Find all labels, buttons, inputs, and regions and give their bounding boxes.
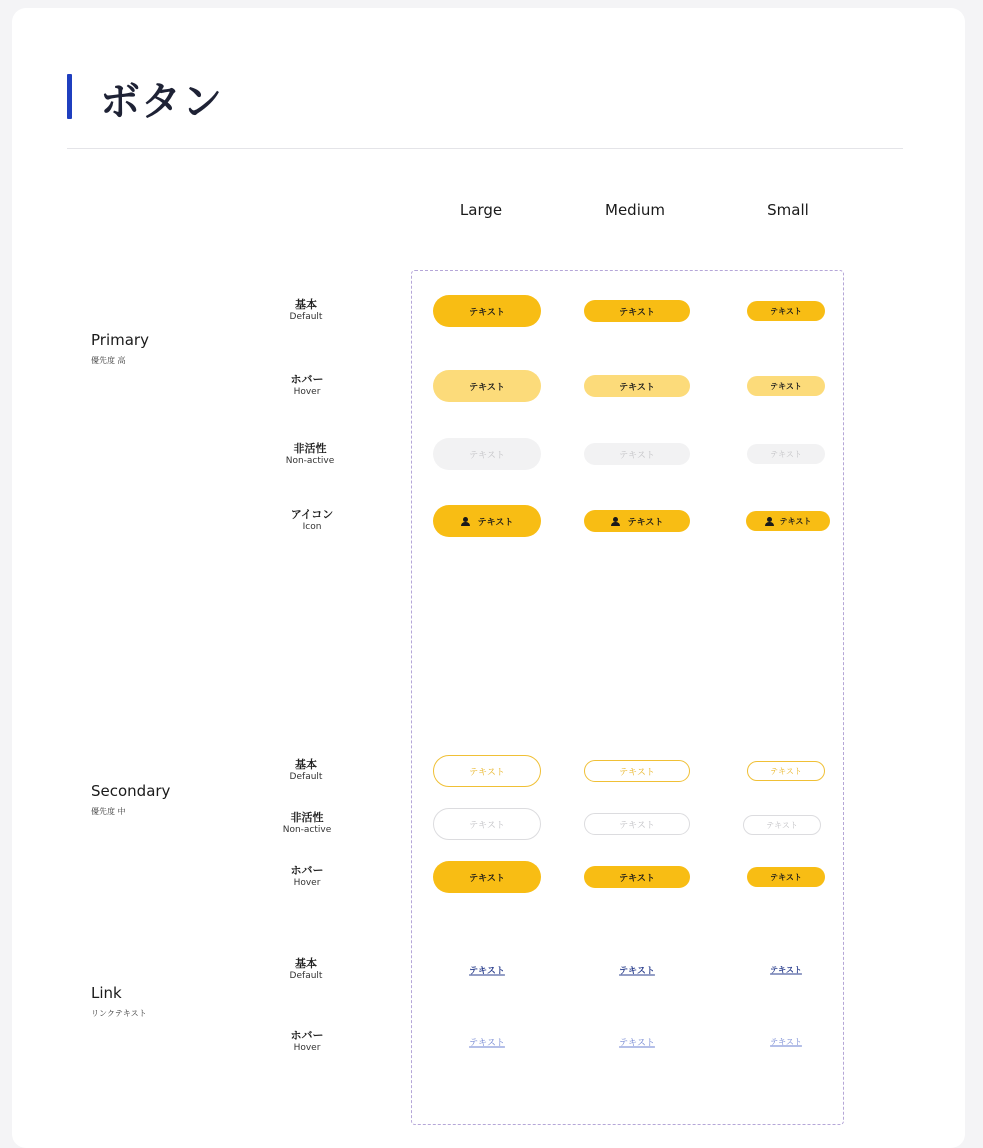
group-link-description: リンクテキスト [91,1009,147,1018]
primary-icon-large-button[interactable] [433,505,541,537]
state-jp: 基本 [294,957,317,970]
primary-default-large-button[interactable]: テキスト [433,295,541,327]
group-primary-name: Primary [91,331,149,349]
state-jp: ホバー [290,864,324,877]
state-label-secondary-hover [291,864,324,889]
link-default-large[interactable]: テキスト [469,966,505,977]
secondary-default-medium-button[interactable]: テキスト [584,760,690,782]
state-en: Non-active [282,824,332,835]
secondary-hover-medium-button[interactable]: テキスト [584,866,690,888]
user-icon [611,517,620,526]
link-default-small[interactable]: テキスト [770,965,802,975]
group-secondary-name: Secondary [91,782,171,800]
state-jp: 基本 [294,758,317,771]
primary-default-medium-button[interactable]: テキスト [584,300,690,322]
primary-icon-medium-button[interactable] [584,510,690,532]
primary-disabled-small-button[interactable]: テキスト [747,444,825,464]
secondary-hover-small-button[interactable]: テキスト [747,867,825,887]
column-header-small: Small [767,201,809,219]
group-link-name: Link [91,984,122,1002]
state-jp: 基本 [294,298,317,311]
state-en: Hover [293,877,321,888]
state-en: Hover [293,1042,321,1053]
primary-disabled-large-button[interactable]: テキスト [433,438,541,470]
primary-icon-small-button[interactable] [746,511,830,531]
group-secondary-priority: 優先度 中 [91,807,126,816]
secondary-default-small-button[interactable]: テキスト [747,761,825,781]
button-label: テキスト [477,517,514,528]
primary-default-small-button[interactable]: テキスト [747,301,825,321]
link-hover-medium[interactable]: テキスト [619,1038,655,1049]
secondary-disabled-large-button[interactable]: テキスト [433,808,541,840]
column-header-large: Large [459,201,503,219]
primary-hover-large-button[interactable]: テキスト [433,370,541,402]
button-label: テキスト [627,517,664,528]
group-primary-priority: 優先度 高 [91,356,126,365]
primary-disabled-medium-button[interactable]: テキスト [584,443,690,465]
primary-hover-small-button[interactable]: テキスト [747,376,825,396]
state-jp: 非活性 [290,811,324,824]
primary-hover-medium-button[interactable]: テキスト [584,375,690,397]
title-accent-bar [67,74,72,119]
button-label: テキスト [779,516,812,526]
secondary-disabled-medium-button[interactable]: テキスト [584,813,690,835]
state-label-primary-disabled [286,442,335,467]
user-icon [461,517,470,526]
secondary-default-large-button[interactable]: テキスト [433,755,541,787]
state-jp: ホバー [290,1029,324,1042]
column-header-medium: Medium [605,201,665,219]
state-en: Default [289,771,323,782]
state-label-primary-hover [291,373,324,398]
page-title: ボタン [100,79,223,125]
user-icon [765,517,774,526]
state-jp: ホバー [290,373,324,386]
state-en: Non-active [285,455,335,466]
state-en: Default [289,970,323,981]
state-label-secondary-disabled [283,811,332,836]
title-divider [67,148,903,149]
link-hover-small[interactable]: テキスト [770,1037,802,1047]
link-default-medium[interactable]: テキスト [619,966,655,977]
secondary-disabled-small-button[interactable]: テキスト [743,815,821,835]
state-jp: 非活性 [293,442,327,455]
state-label-link-default [290,957,323,982]
state-label-link-hover [291,1029,324,1054]
state-label-secondary-default [290,758,323,783]
state-label-primary-default [290,298,323,323]
state-en: Hover [293,386,321,397]
state-label-primary-icon [291,508,334,533]
state-jp: アイコン [290,508,334,521]
link-hover-large[interactable]: テキスト [469,1038,505,1049]
secondary-hover-large-button[interactable]: テキスト [433,861,541,893]
state-en: Default [289,311,323,322]
state-en: Icon [302,521,322,532]
